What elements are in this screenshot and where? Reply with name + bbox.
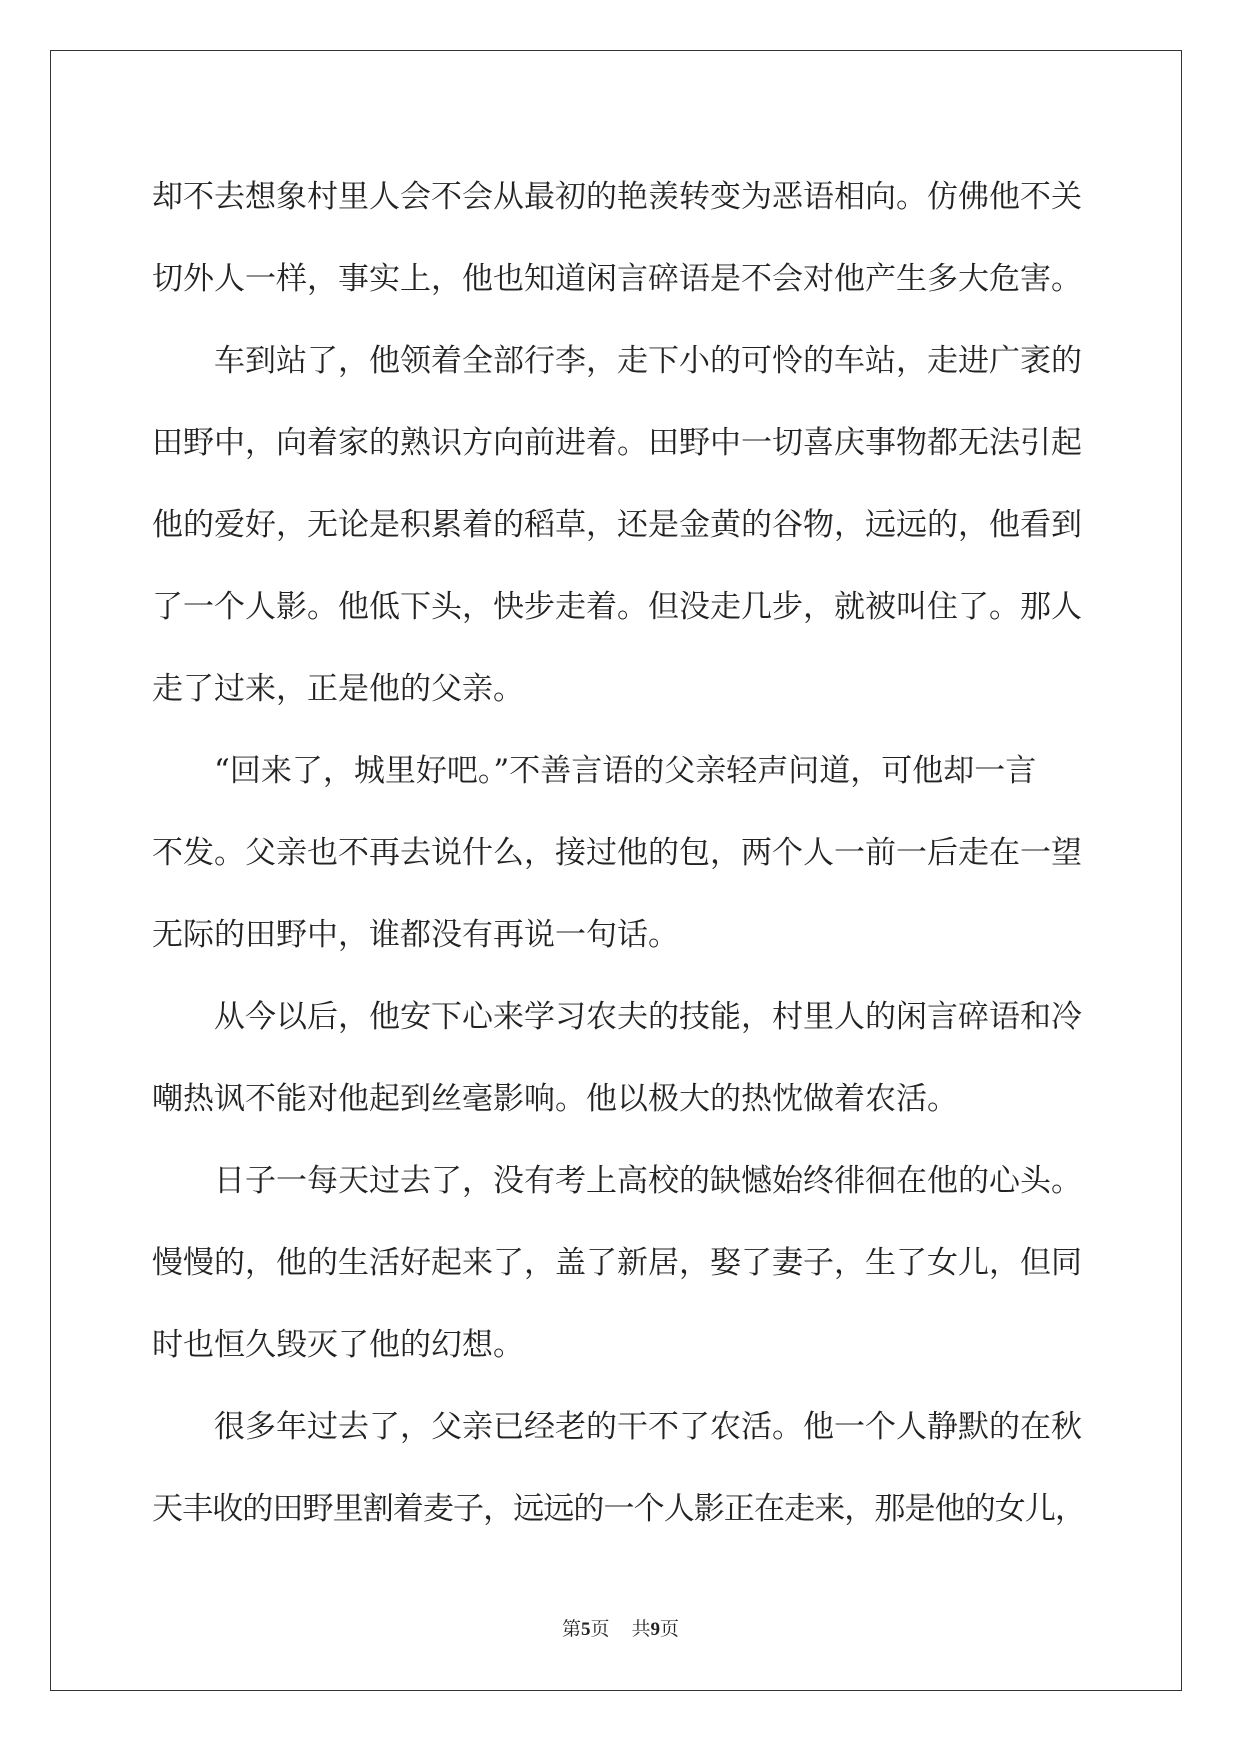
text-line: 他的爱好，无论是积累着的稻草，还是金黄的谷物，远远的，他看到 xyxy=(152,507,1082,543)
text-line: 不发。父亲也不再去说什么，接过他的包，两个人一前一后走在一望 xyxy=(152,835,1082,871)
text-line: 时也恒久毁灭了他的幻想。 xyxy=(152,1327,524,1363)
page-footer xyxy=(0,1614,1241,1641)
text-line: 很多年过去了，父亲已经老的干不了农活。他一个人静默的在秋 xyxy=(214,1409,1082,1445)
text-line: 嘲热讽不能对他起到丝毫影响。他以极大的热忱做着农活。 xyxy=(152,1081,958,1117)
text-line: 田野中，向着家的熟识方向前进着。田野中一切喜庆事物都无法引起 xyxy=(152,425,1082,461)
total-suffix: 页 xyxy=(660,1619,680,1640)
body-text xyxy=(152,156,1086,1550)
text-line: 走了过来，正是他的父亲。 xyxy=(152,671,524,707)
text-line: 了一个人影。他低下头，快步走着。但没走几步，就被叫住了。那人 xyxy=(152,589,1082,625)
text-line: 无际的田野中，谁都没有再说一句话。 xyxy=(152,917,679,953)
text-line: 切外人一样，事实上，他也知道闲言碎语是不会对他产生多大危害。 xyxy=(152,261,1082,297)
text-line: 日子一每天过去了，没有考上高校的缺憾始终徘徊在他的心头。 xyxy=(214,1163,1082,1199)
total-pages: 9 xyxy=(650,1619,661,1640)
page-current: 5 xyxy=(580,1619,591,1640)
text-line: 车到站了，他领着全部行李，走下小的可怜的车站，走进广袤的 xyxy=(214,343,1082,379)
page-suffix: 页 xyxy=(590,1619,610,1640)
total-prefix: 共 xyxy=(631,1619,651,1640)
text-line: 慢慢的，他的生活好起来了，盖了新居，娶了妻子，生了女儿，但同 xyxy=(152,1245,1082,1281)
text-line: 从今以后，他安下心来学习农夫的技能，村里人的闲言碎语和冷 xyxy=(214,999,1082,1035)
text-line: “回来了，城里好吧。”不善言语的父亲轻声问道，可他却一言 xyxy=(214,753,1037,789)
text-line: 却不去想象村里人会不会从最初的艳羡转变为恶语相向。仿佛他不关 xyxy=(152,179,1082,215)
text-line: 天丰收的田野里割着麦子，远远的一个人影正在走来，那是他的女儿， xyxy=(152,1491,1086,1527)
page-prefix: 第 xyxy=(561,1619,581,1640)
